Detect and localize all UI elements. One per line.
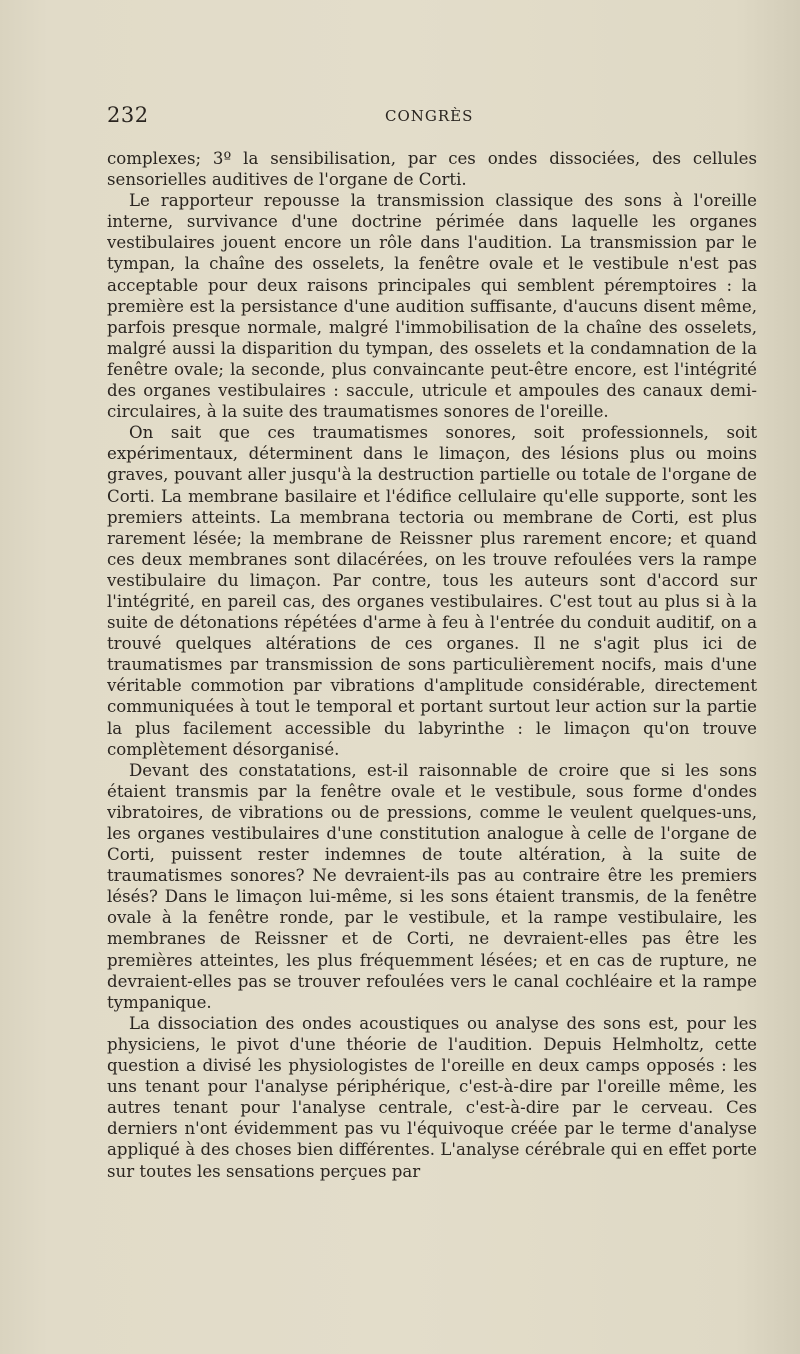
page-header <box>107 103 757 133</box>
running-title: CONGRÈS <box>385 107 474 125</box>
body-text <box>107 148 757 1268</box>
page-number: 232 <box>107 103 149 127</box>
paragraph-1: complexes; 3º la sensibilisation, par ces ondes dissociées, des cellules sensorielles auditives de l'organe de Corti. <box>107 149 757 190</box>
paragraph-3: On sait que ces traumatismes sonores, soit professionnels, soit expérimentaux, déterminent dans le limaçon, des lésions plus ou moins graves, pouvant aller jusqu'à la destruction partielle ou totale de l'organe de Corti. La membrane basilaire et l'édifice cellulaire qu'elle supporte, sont les premiers atteints. La membrana tectoria ou membrane de Corti, est plus rarement lésée; la membrane de Reissner plus rarement encore; et quand ces deux membranes sont dilacérées, on les trouve refoulées vers la rampe vestibulaire du limaçon. Par contre, tous les auteurs sont d'accord sur l'intégrité, en pareil cas, des organes vestibulaires. C'est tout au plus si à la suite de détonations répétées d'arme à feu à l'entrée du conduit auditif, on a trouvé quelques altérations de ces organes. Il ne s'agit plus ici de traumatismes par transmission de sons particulièrement nocifs, mais d'une véritable commotion par vibrations d'amplitude considérable, directement communiquées à tout le temporal et portant surtout leur action sur la partie la plus facilement accessible du labyrinthe : le limaçon qu'on trouve complètement désorganisé. <box>107 423 757 759</box>
paragraph-5: La dissociation des ondes acoustiques ou analyse des sons est, pour les physiciens, le pivot d'une théorie de l'audition. Depuis Helmholtz, cette question a divisé les physiologistes de l'oreille en deux camps opposés : les uns tenant pour l'analyse périphérique, c'est-à-dire par l'oreille même, les autres tenant pour l'analyse centrale, c'est-à-dire par le cerveau. Ces derniers n'ont évidemment pas vu l'équivoque créée par le terme d'analyse appliqué à des choses bien différentes. L'analyse cérébrale qui en effet porte sur toutes les sensations perçues par <box>107 1013 757 1181</box>
paragraph-2: Le rapporteur repousse la transmission classique des sons à l'oreille interne, survivance d'une doctrine périmée dans laquelle les organes vestibulaires jouent encore un rôle dans l'audition. La transmission par le tympan, la chaîne des osselets, la fenêtre ovale et le vestibule n'est pas acceptable pour deux raisons principales qui semblent péremptoires : la première est la persistance d'une audition suffisante, d'aucuns disent même, parfois presque normale, malgré l'immobilisation de la chaîne des osselets, malgré aussi la disparition du tympan, des osselets et la condamnation de la fenêtre ovale; la seconde, plus convaincante peut-être encore, est l'intégrité des organes vestibulaires : saccule, utricule et ampoules des canaux demi-circulaires, à la suite des traumatismes sonores de l'oreille. <box>107 191 757 422</box>
paragraph-4: Devant des constatations, est-il raisonnable de croire que si les sons étaient transmis par la fenêtre ovale et le vestibule, sous forme d'ondes vibratoires, de vibrations ou de pressions, comme le veulent quelques-uns, les organes vestibulaires d'une constitution analogue à celle de l'organe de Corti, puissent rester indemnes de toute altération, à la suite de traumatismes sonores? Ne devraient-ils pas au contraire être les premiers lésés? Dans le limaçon lui-même, si les sons étaient transmis, de la fenêtre ovale à la fenêtre ronde, par le vestibule, et la rampe vestibulaire, les membranes de Reissner et de Corti, ne devraient-elles pas être les premières atteintes, les plus fréquemment lésées; et en cas de rupture, ne devraient-elles pas se trouver refoulées vers le canal cochléaire et la rampe tympanique. <box>107 760 757 1012</box>
